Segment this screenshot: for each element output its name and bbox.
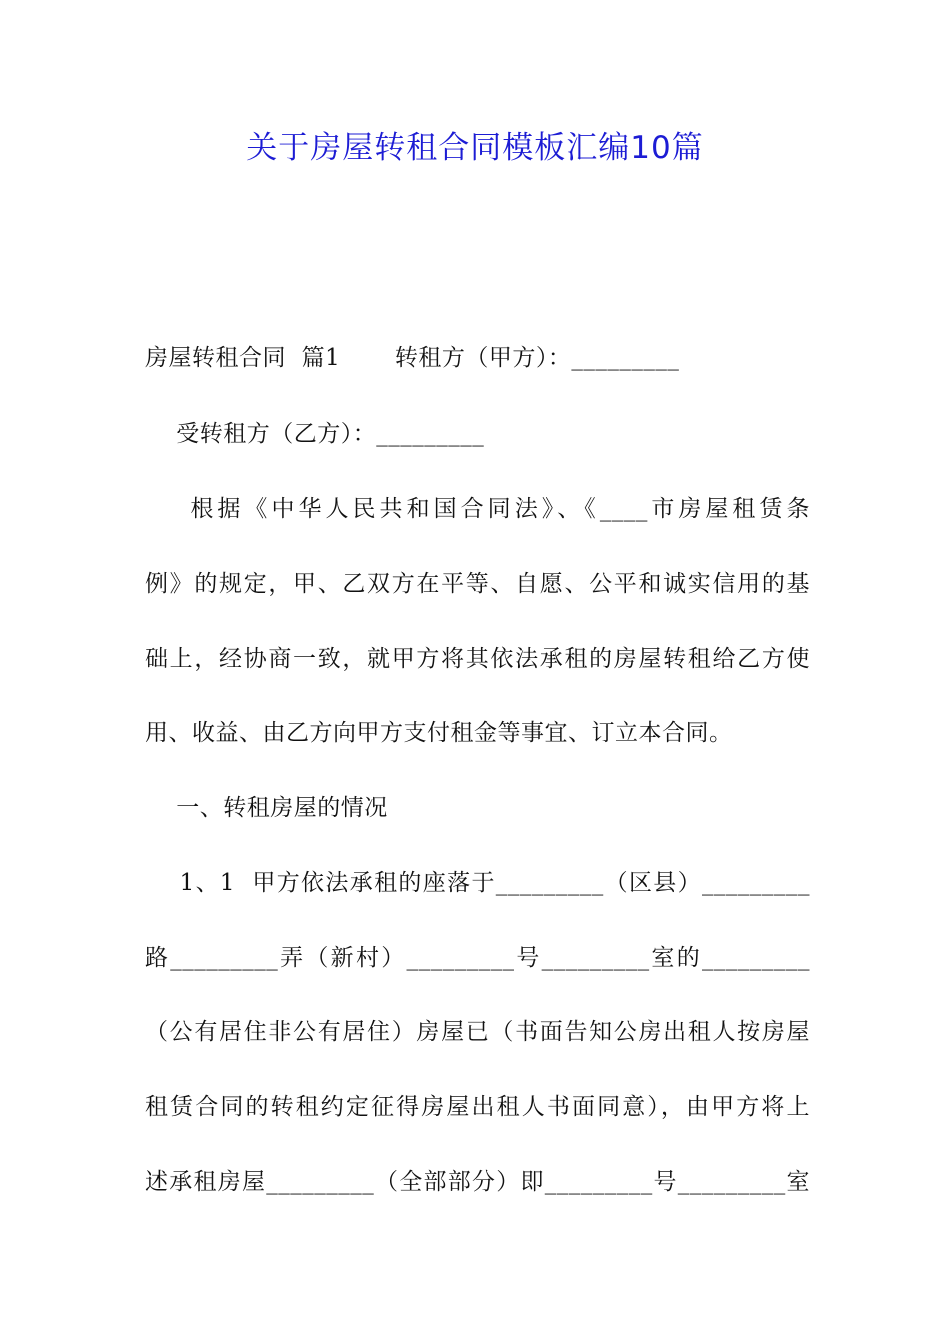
text-line-8: 1、1 甲方依法承租的座落于_________（区县）_________ [145, 870, 810, 896]
text-line-11: 租赁合同的转租约定征得房屋出租人书面同意），由甲方将上 [145, 1094, 810, 1120]
text-line-5: 础上，经协商一致，就甲方将其依法承租的房屋转租给乙方使 [145, 646, 810, 672]
text-line-1: 房屋转租合同 篇1 转租方（甲方）：_________ [145, 345, 680, 371]
text-line-2: 受转租方（乙方）：_________ [145, 421, 485, 447]
text-line-12: 述承租房屋_________（全部部分）即_________号_________室 [145, 1169, 810, 1195]
section-heading: 一、转租房屋的情况 [145, 795, 388, 821]
text-line-6: 用、收益、由乙方向甲方支付租金等事宜、订立本合同。 [145, 720, 733, 746]
text-line-4: 例》的规定，甲、乙双方在平等、自愿、公平和诚实信用的基 [145, 571, 810, 597]
text-line-9: 路_________弄（新村）_________号_________室的_________ [145, 945, 810, 971]
text-line-10: （公有居住非公有居住）房屋已（书面告知公房出租人按房屋 [145, 1019, 810, 1045]
text-line-3: 根据《中华人民共和国合同法》、《____市房屋租赁条 [145, 496, 810, 522]
document-title: 关于房屋转租合同模板汇编10篇 [246, 130, 704, 166]
